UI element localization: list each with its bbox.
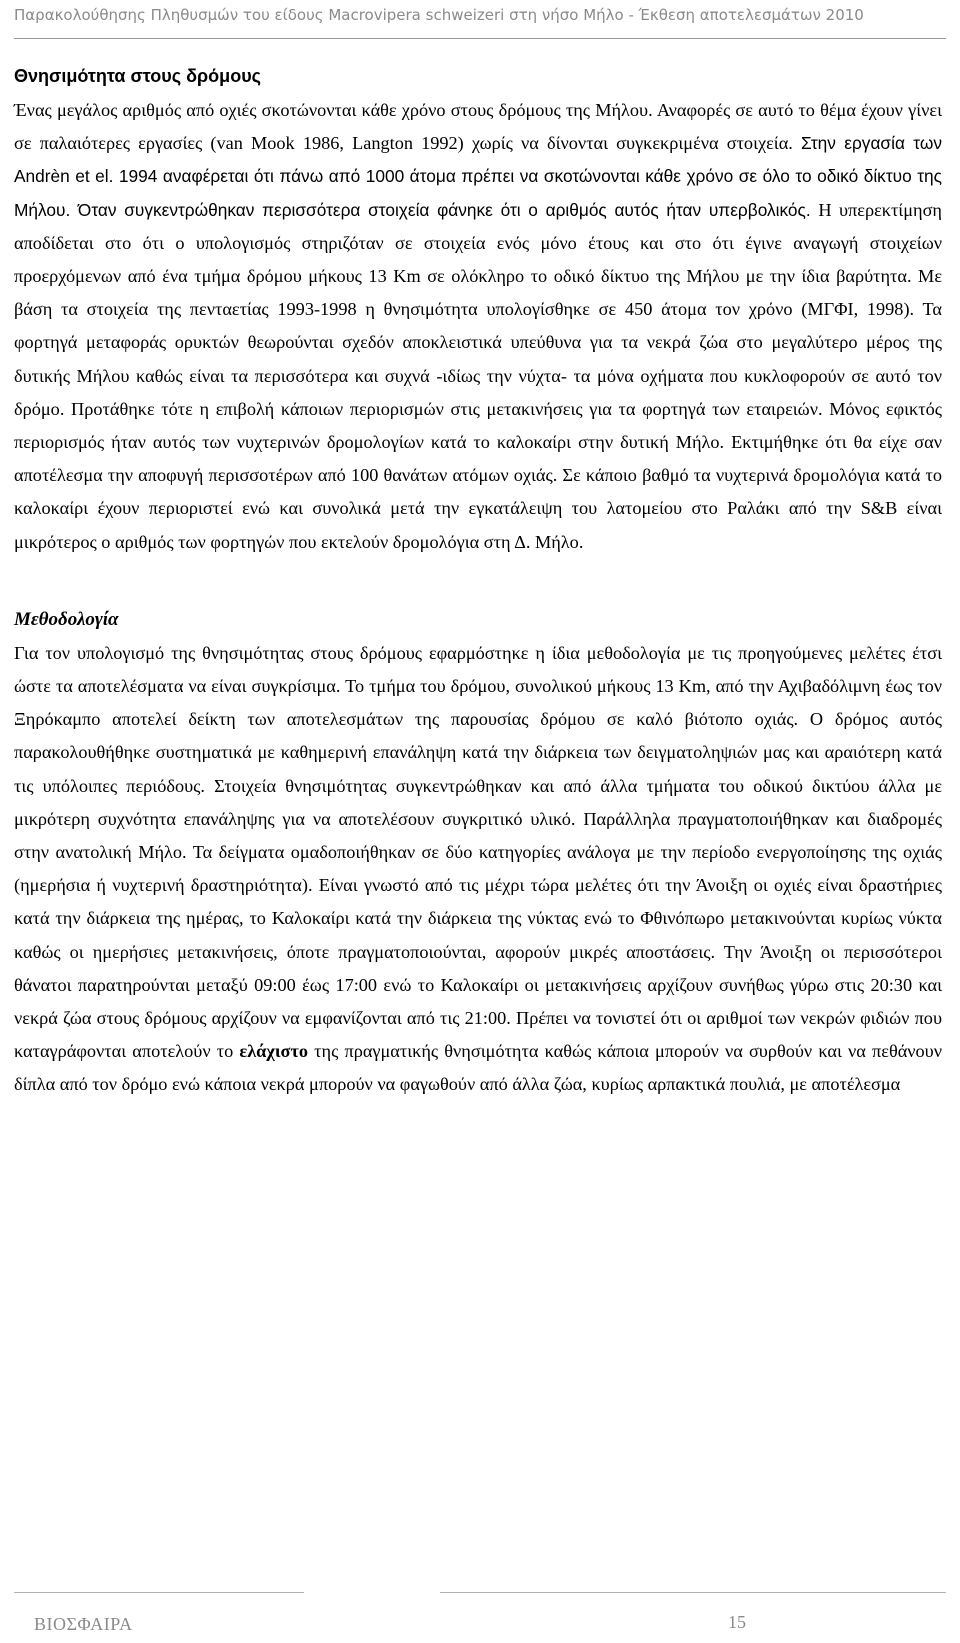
paragraph-road-mortality-rest: Η υπερεκτίμηση αποδίδεται στο ότι ο υπολογισμός στηριζόταν σε στοιχεία ενός μόνο έτους και στο ότι έγινε αναγωγή στοιχείων προερχόμενων από ένα τμήμα δρόμου μήκους 13 Km σε ολόκληρο το οδικό δίκτυο της Μήλου με την ίδια βαρύτητα. Με βάση τα στοιχεία της πενταετίας 1993-1998 η θνησιμότητα υπολογίσθηκε σε 450 άτομα τον χρόνο (ΜΓΦΙ, 1998). Τα φορτηγά μεταφοράς ορυκτών θεωρούνται σχεδόν αποκλειστικά υπεύθυνα για τα νεκρά ζώα στο μεγαλύτερο μέρος της δυτικής Μήλου καθώς είναι τα περισσότερα και συχνά -ιδίως την νύχτα- τα μόνα οχήματα που κυκλοφορούν σε αυτό τον δρόμο. Προτάθηκε τότε η επιβολή κάποιων περιορισμών στις μετακινήσεις για τα φορτηγά των εταιρειών. Μόνος εφικτός περιορισμός ήταν αυτός των νυχτερινών δρομολογίων κατά το καλοκαίρι στην δυτική Μήλο. Εκτιμήθηκε ότι θα είχε σαν αποτέλεσμα την αποφυγή περισσοτέρων από 100 θανάτων ατόμων οχιάς. Σε κάποιο βαθμό τα νυχτερινά δρομολόγια κατά το καλοκαίρι έχουν περιοριστεί ενώ και συνολικά μετά την εγκατάλειψη του λατομείου στο Ραλάκι από την S&B είναι μικρότερος ο αριθμός των φορτηγών που εκτελούν δρομολόγια στη Δ. Μήλο. — [14, 199, 942, 552]
page-body — [14, 58, 942, 1102]
paragraph-methodology-emphasis: ελάχιστο — [239, 1041, 309, 1062]
section-title-road-mortality: Θνησιμότητα στους δρόμους — [14, 66, 262, 86]
footer-divider-right — [440, 1592, 946, 1593]
running-header-title: Παρακολούθησης Πληθυσμών του είδους Macrovipera schweizeri στη νήσο Μήλο - Έκθεση αποτελεσμάτων 2010 — [14, 6, 864, 24]
paragraph-methodology-end: της πραγματικής θνησιμότητα καθώς κάποια μπορούν να συρθούν και να πεθάνουν δίπλα από τον δρόμο ενώ κάποια νεκρά μπορούν να φαγωθούν από άλλα ζώα, κυρίως αρπακτικά πουλιά, με αποτέλεσμα — [14, 1041, 942, 1095]
page-number: 15 — [728, 1612, 746, 1632]
section-title-methodology: Μεθοδολογία — [14, 608, 119, 630]
paragraph-road-mortality — [14, 94, 942, 559]
running-header — [14, 4, 946, 39]
footer-divider-left — [14, 1592, 304, 1593]
paragraph-methodology — [14, 637, 942, 1102]
paragraph-road-mortality-intro: Ένας μεγάλος αριθμός από οχιές σκοτώνονται κάθε χρόνο στους δρόμους της Μήλου. Αναφορές σε αυτό το θέμα έχουν γίνει σε παλαιότερες εργασίες (van Mook 1986, Langton 1992) χωρίς να δίνονται συγκεκριμένα στοιχεία. — [14, 100, 942, 154]
footer-publisher: ΒΙΟΣΦΑΙΡΑ — [34, 1614, 133, 1634]
paragraph-methodology-main: Για τον υπολογισμό της θνησιμότητας στους δρόμους εφαρμόστηκε η ίδια μεθοδολογία με τις προηγούμενες μελέτες έτσι ώστε τα αποτελέσματα να είναι συγκρίσιμα. Το τμήμα του δρόμου, συνολικού μήκους 13 Km, από την Αχιβαδόλιμνη έως τον Ξηρόκαμπο αποτελεί δείκτη των αποτελεσμάτων της παρουσίας δρόμου σε καλό βιότοπο οχιάς. Ο δρόμος αυτός παρακολουθήθηκε συστηματικά με καθημερινή επανάληψη κατά την διάρκεια των δειγματοληψιών μας και αραιότερη κατά τις υπόλοιπες περιόδους. Στοιχεία θνησιμότητας συγκεντρώθηκαν και από άλλα τμήματα του οδικού δικτύου άλλα με μικρότερη συχνότητα επανάληψης για να αποτελέσουν συγκριτικό υλικό. Παράλληλα πραγματοποιήθηκαν και διαδρομές στην ανατολική Μήλο. Τα δείγματα ομαδοποιήθηκαν σε δύο κατηγορίες ανάλογα με την περίοδο ενεργοποίησης της οχιάς (ημερήσια ή νυχτερινή δραστηριότητα). Είναι γνωστό από τις μέχρι τώρα μελέτες ότι την Άνοιξη οι οχιές είναι δραστήριες κατά την διάρκεια της ημέρας, το Καλοκαίρι κατά την διάρκεια της νύκτας ενώ το Φθινόπωρο μετακινούνται κυρίως νύκτα καθώς οι ημερήσιες μετακινήσεις, όποτε πραγματοποιούνται, αφορούν μικρές αποστάσεις. Την Άνοιξη οι περισσότεροι θάνατοι παρατηρούνται μεταξύ 09:00 έως 17:00 ενώ το Καλοκαίρι οι μετακινήσεις αρχίζουν συνήθως γύρω στις 20:30 και νεκρά ζώα στους δρόμους αρχίζουν να εμφανίζονται από τις 21:00. Πρέπει να τονιστεί ότι οι αριθμοί των νεκρών φιδιών που καταγράφονται αποτελούν το — [14, 642, 942, 1062]
paragraph-road-mortality-andren: Στην εργασία των Andrèn et el. 1994 αναφέρεται ότι πάνω από 1000 άτομα πρέπει να σκοτώνονται κάθε χρόνο σε όλο το οδικό δίκτυο της Μήλου. Όταν συγκεντρώθηκαν περισσότερα στοιχεία φάνηκε ότι ο αριθμός αυτός ήταν υπερβολικός. — [14, 133, 942, 220]
